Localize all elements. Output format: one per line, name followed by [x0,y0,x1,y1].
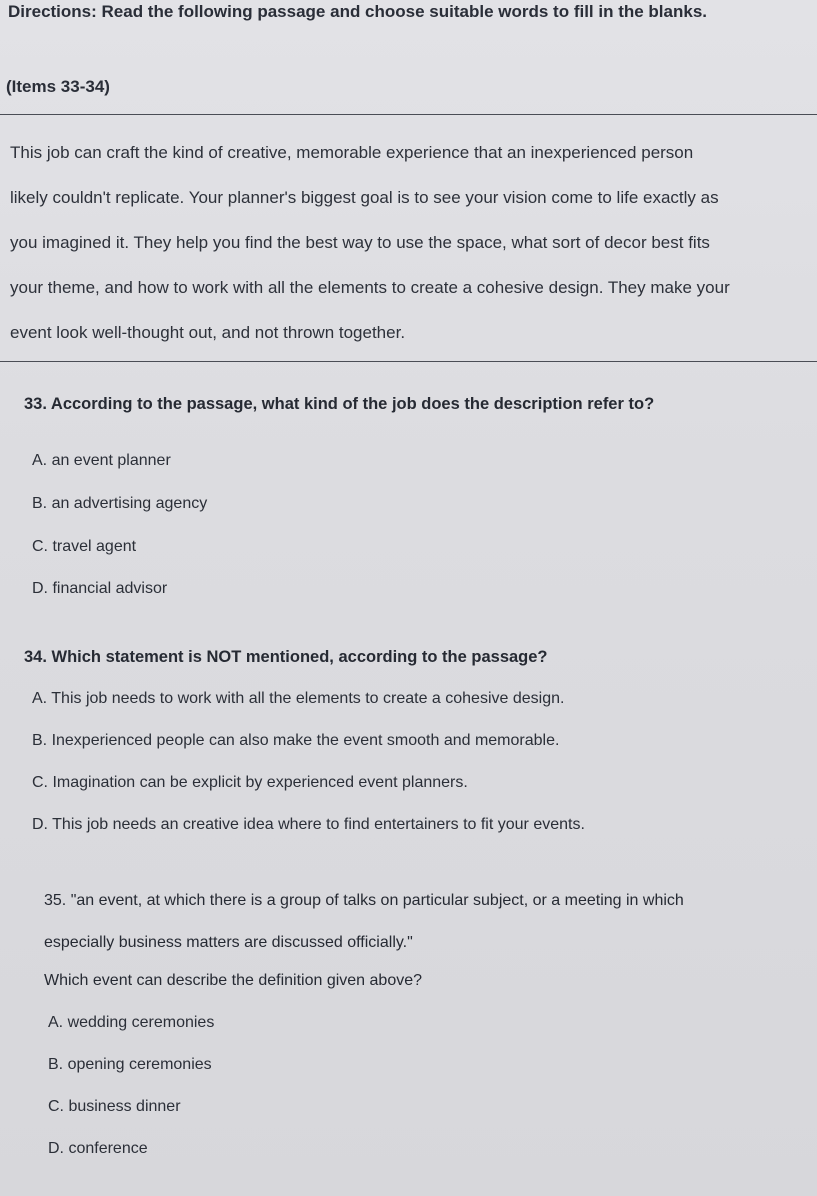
passage-top-divider [0,114,817,115]
question-35-stem-line2: especially business matters are discussed officially." [44,934,413,951]
q35-option-d[interactable]: D. conference [48,1140,148,1157]
reading-passage [10,130,810,355]
passage-line: This job can craft the kind of creative, memorable experience that an inexperienced person [10,143,694,162]
q33-option-c[interactable]: C. travel agent [32,538,137,555]
question-35-stem-line1: 35. "an event, at which there is a group of talks on particular subject, or a meeting in which [44,892,684,909]
question-35-prompt: Which event can describe the definition given above? [44,972,423,989]
q35-option-b[interactable]: B. opening ceremonies [48,1056,212,1073]
q35-option-c[interactable]: C. business dinner [48,1098,181,1115]
q33-option-d[interactable]: D. financial advisor [32,580,168,597]
question-34-stem: 34. Which statement is NOT mentioned, according to the passage? [24,648,548,666]
question-34 [24,648,804,667]
q34-option-a[interactable]: A. This job needs to work with all the elements to create a cohesive design. [32,690,565,707]
q33-option-a[interactable]: A. an event planner [32,452,171,469]
q34-option-d[interactable]: D. This job needs an creative idea where to find entertainers to fit your events. [32,816,585,833]
question-33-stem: 33. According to the passage, what kind of the job does the description refer to? [24,395,655,413]
q34-option-c[interactable]: C. Imagination can be explicit by experienced event planners. [32,774,468,791]
passage-line: likely couldn't replicate. Your planner's biggest goal is to see your vision come to life exactly as [10,188,719,207]
passage-bottom-divider [0,361,817,362]
q33-option-b[interactable]: B. an advertising agency [32,495,208,512]
passage-line: you imagined it. They help you find the best way to use the space, what sort of decor best fits [10,233,710,252]
q34-option-b[interactable]: B. Inexperienced people can also make the event smooth and memorable. [32,732,560,749]
passage-line: event look well-thought out, and not thrown together. [10,323,406,342]
question-33 [24,395,804,414]
directions-text: Directions: Read the following passage and choose suitable words to fill in the blanks. [8,2,708,21]
q35-option-a[interactable]: A. wedding ceremonies [48,1014,215,1031]
items-label: (Items 33-34) [6,77,110,96]
passage-line: your theme, and how to work with all the elements to create a cohesive design. They make your [10,278,730,297]
